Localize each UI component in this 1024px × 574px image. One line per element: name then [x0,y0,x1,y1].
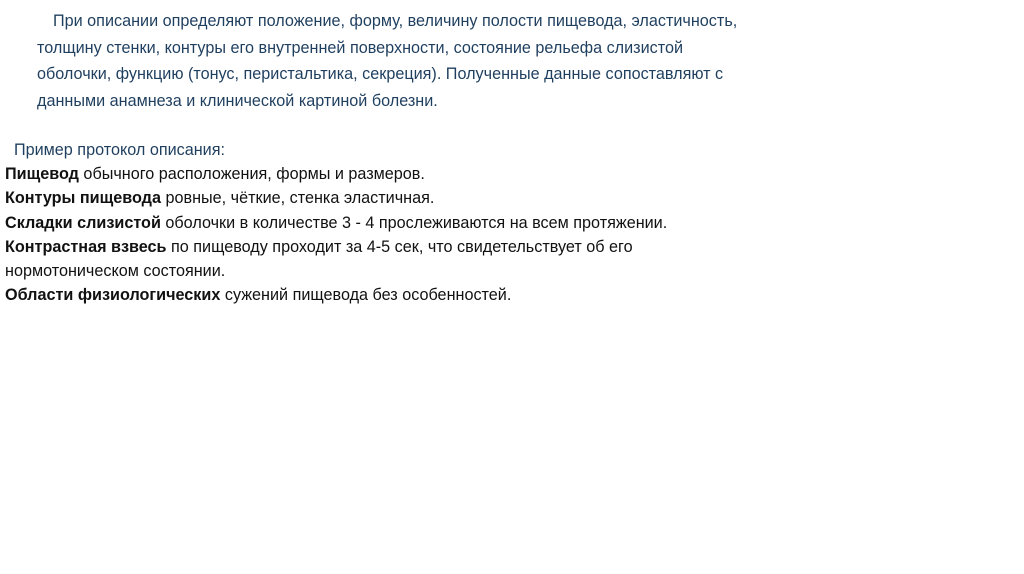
intro-line: оболочки, функцию (тонус, перистальтика, секреция). Полученные данные сопоставляют с [37,65,724,83]
protocol-text: обычного расположения, формы и размеров. [78,165,425,183]
protocol-term: Контуры пищевода [5,189,161,208]
protocol-term: Области физиологических [5,286,221,305]
protocol-term: Складки слизистой [5,213,161,232]
protocol-text: сужений пищевода без особенностей. [220,286,512,305]
intro-line: данными анамнеза и клинической картиной болезни. [37,91,438,110]
protocol-line [5,211,765,235]
example-heading: Пример протокол описания: [14,141,225,159]
protocol-line [5,162,765,186]
intro-paragraph [37,8,807,114]
intro-line: толщину стенки, контуры его внутренней поверхности, состояние рельефа слизистой [37,38,684,57]
protocol-line [5,186,765,210]
protocol-term: Контрастная взвесь [5,237,167,256]
protocol-line [5,283,765,307]
protocol-line [5,259,765,283]
protocol-text: по пищеводу проходит за 4-5 сек, что свидетельствует об его [166,237,633,256]
protocol-line [5,235,765,259]
protocol-text: ровные, чёткие, стенка эластичная. [160,189,435,208]
protocol-term: Пищевод [5,165,79,183]
protocol-list [5,162,765,308]
protocol-text: оболочки в количестве 3 - 4 прослеживаются на всем протяжении. [160,213,668,232]
intro-line: При описании определяют положение, форму, величину полости пищевода, эластичность, [53,12,738,30]
protocol-text: нормотоническом состоянии. [5,262,226,281]
